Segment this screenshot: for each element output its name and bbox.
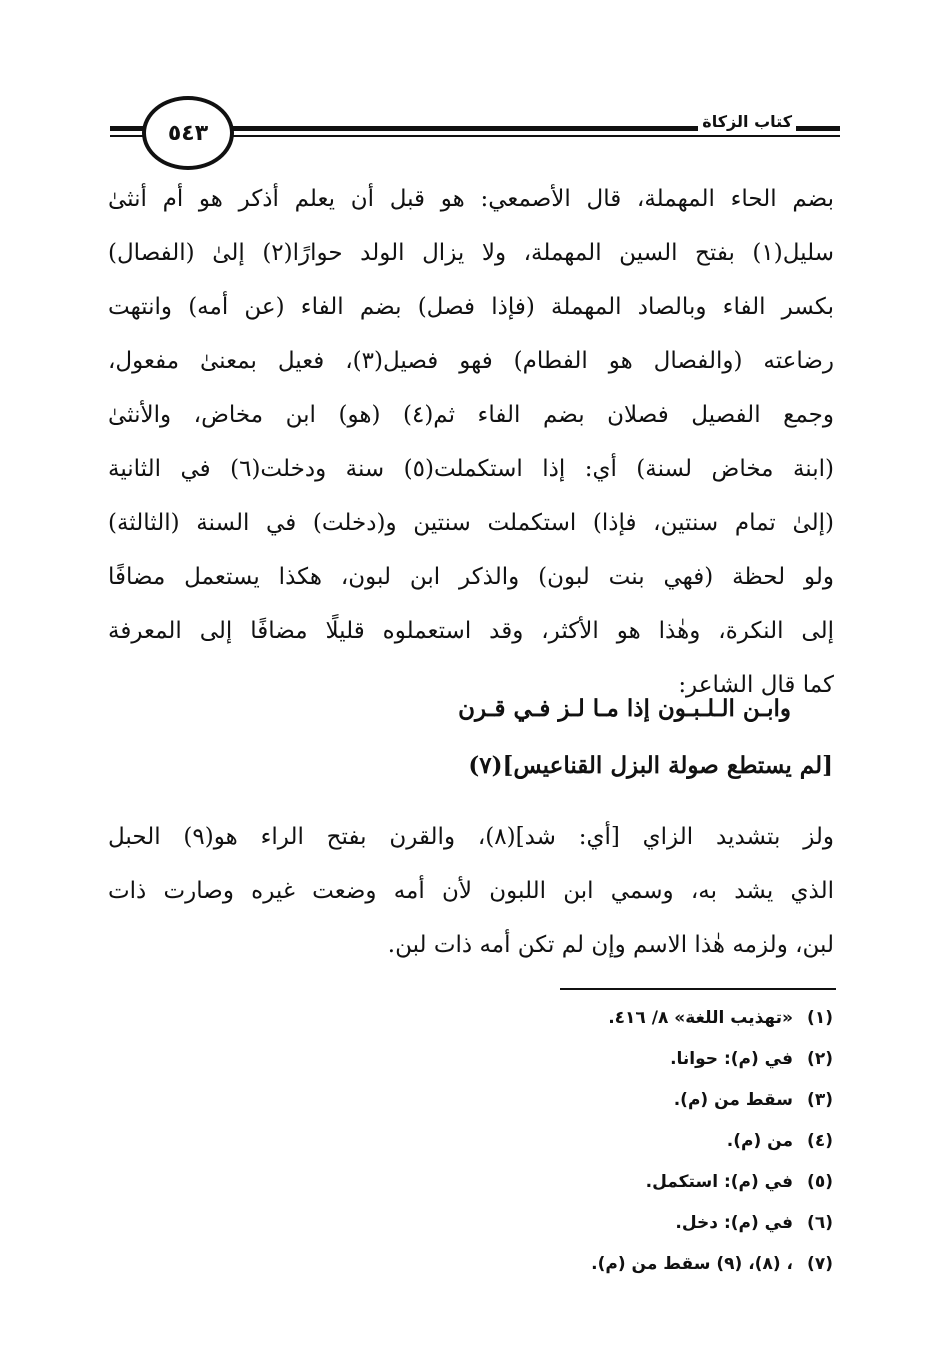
footnote (433, 1121, 833, 1162)
text-line: (ابنة مخاض لسنة) أي: إذا استكملت(٥) سنة ودخلت(٦) في الثانية (108, 456, 835, 482)
footnote-text: ، (٨)، (٩) سقط من (م). (591, 1254, 793, 1274)
footnote-text: في (م): حوانا. (670, 1049, 793, 1069)
footnote-text: في (م): استكمل. (645, 1172, 793, 1192)
footnote (433, 1244, 833, 1285)
footnote-text: من (م). (726, 1131, 793, 1151)
text-line: الذي يشد به، وسمي ابن اللبون لأن أمه وضعت غيره وصارت ذات (108, 878, 834, 904)
text-line: لبن، ولزمه هٰذا الاسم وإن لم تكن أمه ذات لبن. (387, 932, 834, 958)
page-number: ٥٤٣ (167, 120, 209, 146)
footnote-number: (٧) (807, 1254, 833, 1274)
text-line: بكسر الفاء وبالصاد المهملة (فإذا فصل) بضم الفاء (عن أمه) وانتهت (108, 294, 834, 320)
footnote-number: (١) (807, 1008, 833, 1028)
footnotes (433, 998, 833, 1285)
footnote-number: (٣) (807, 1090, 833, 1110)
footnote (433, 1162, 833, 1203)
footnote (433, 998, 833, 1039)
footnote (433, 1039, 833, 1080)
page-number-badge (142, 96, 234, 170)
text-line: وجمع الفصيل فصلان بضم الفاء ثم(٤) (هو) ابن مخاض، والأنثىٰ (108, 402, 834, 428)
poem-verse-2: [لم يستطع صولة البزل القناعيس](٧) (468, 752, 833, 779)
footnote-number: (٥) (807, 1172, 833, 1192)
footnote-separator (560, 988, 836, 990)
footnote-number: (٤) (807, 1131, 833, 1151)
text-line: كما قال الشاعر: (678, 672, 834, 698)
text-line: بضم الحاء المهملة، قال الأصمعي: هو قبل أن يعلم أذكر هو أم أنثىٰ (108, 186, 834, 212)
main-text (108, 172, 834, 712)
footnote-text: «تهذيب اللغة» ٨/ ٤١٦. (608, 1008, 793, 1028)
footnote-number: (٢) (807, 1049, 833, 1069)
text-line: (إلىٰ تمام سنتين، فإذا) استكملت سنتين و(دخلت) في السنة (الثالثة) (108, 510, 834, 536)
text-line: رضاعته (والفصال هو الفطام) فهو فصيل(٣)، فعيل بمعنىٰ مفعول، (108, 348, 834, 374)
book-title: كتاب الزكاة (698, 112, 796, 131)
footnote-text: سقط من (م). (673, 1090, 793, 1110)
footnote-number: (٦) (807, 1213, 833, 1233)
page-header (110, 92, 840, 172)
text-line: ولو لحظة (فهي بنت لبون) والذكر ابن لبون، هكذا يستعمل مضافًا (108, 564, 834, 590)
main-text-continued (108, 810, 834, 972)
text-line: سليل(١) بفتح السين المهملة، ولا يزال الولد حوارًا(٢) إلىٰ (الفصال) (108, 240, 834, 266)
text-line: إلى النكرة، وهٰذا هو الأكثر، وقد استعملوه قليلًا مضافًا إلى المعرفة (108, 618, 834, 644)
footnote-text: في (م): دخل. (675, 1213, 793, 1233)
footnote (433, 1080, 833, 1121)
footnote (433, 1203, 833, 1244)
text-line: ولز بتشديد الزاي [أي: شد](٨)، والقرن بفتح الراء هو(٩) الحبل (108, 824, 835, 850)
poem-verse-1: وابـن الـلـبـون إذا مـا لـز فـي قـرن (458, 695, 791, 722)
